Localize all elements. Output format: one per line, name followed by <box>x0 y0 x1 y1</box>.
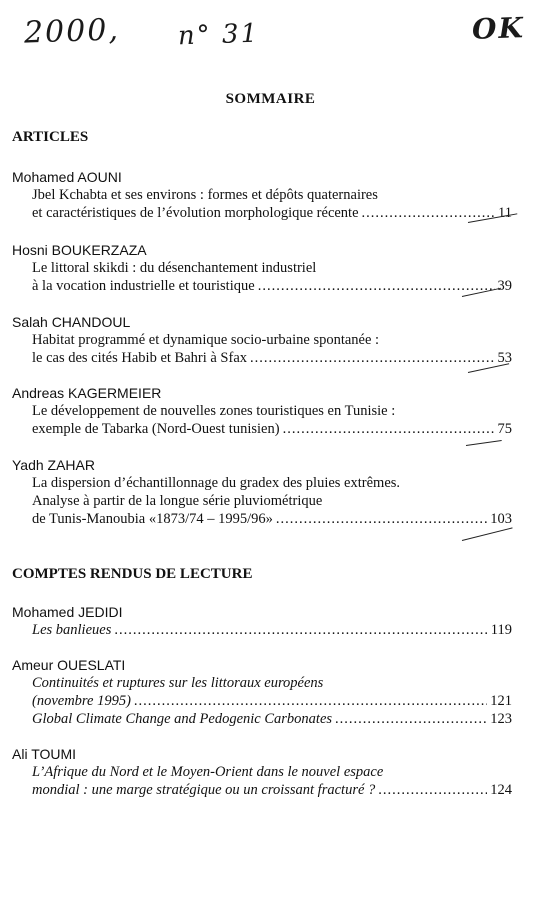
entry-title-row <box>12 277 512 295</box>
entry-title-line: à la vocation industrielle et touristique <box>32 278 255 294</box>
entry-title-line: de Tunis-Manoubia «1873/74 – 1995/96» <box>32 511 273 527</box>
entry-title-line: (novembre 1995) <box>32 693 131 709</box>
leader-dots <box>276 510 487 528</box>
leader-dots <box>258 277 495 295</box>
page-number: 39 <box>497 278 512 294</box>
entry-author: Andreas KAGERMEIER <box>12 385 162 401</box>
leader-dots <box>378 781 487 799</box>
leader-dots <box>335 710 487 728</box>
entry-title-line: Le littoral skikdi : du désenchantement industriel <box>32 260 317 276</box>
entry-title-row <box>12 621 512 639</box>
entry-author: Mohamed JEDIDI <box>12 604 123 620</box>
entry-title-line: La dispersion d’échantillonnage du gradex des pluies extrêmes. <box>32 475 401 491</box>
handwritten-check-mark <box>462 527 513 541</box>
toc-entry <box>12 384 512 438</box>
toc-entry <box>12 745 512 799</box>
entry-title-line: mondial : une marge stratégique ou un croissant fracturé ? <box>32 782 376 798</box>
page-number: 121 <box>490 693 512 709</box>
entry-title-row <box>12 204 512 222</box>
leader-dots <box>362 204 496 222</box>
entry-title-row <box>12 510 512 528</box>
page-number: 103 <box>490 511 512 527</box>
entry-title-line: exemple de Tabarka (Nord-Ouest tunisien) <box>32 421 280 437</box>
entry-author: Yadh ZAHAR <box>12 457 95 473</box>
toc-entry <box>12 603 512 639</box>
handwritten-issue-number: n° 31 <box>177 18 260 52</box>
entry-author: Ali TOUMI <box>12 746 77 762</box>
leader-dots <box>134 692 487 710</box>
entry-author: Ameur OUESLATI <box>12 657 126 673</box>
toc-entry <box>12 656 512 728</box>
toc-entry <box>12 456 512 528</box>
entry-title-line: Analyse à partir de la longue série pluviométrique <box>32 493 323 509</box>
handwritten-ok-mark: OK <box>471 11 526 46</box>
entry-title-line: Le développement de nouvelles zones touristiques en Tunisie : <box>32 403 396 419</box>
page-number: 123 <box>490 711 512 727</box>
entry-title-line: Les banlieues <box>32 622 112 638</box>
page-number: 53 <box>497 350 512 366</box>
entry-author: Salah CHANDOUL <box>12 314 131 330</box>
handwritten-check-mark <box>466 440 502 446</box>
section-heading-comptes-rendus: COMPTES RENDUS DE LECTURE <box>12 566 253 582</box>
section-heading-articles: ARTICLES <box>12 129 89 145</box>
toc-entry <box>12 313 512 367</box>
leader-dots <box>114 621 487 639</box>
page-title: SOMMAIRE <box>225 91 316 107</box>
page-number: 124 <box>490 782 512 798</box>
entry-title-row <box>12 420 512 438</box>
entry-title-row <box>12 692 512 710</box>
leader-dots <box>283 420 495 438</box>
entry-title-line: Continuités et ruptures sur les littoraux européens <box>32 675 324 691</box>
entry-title-line: L’Afrique du Nord et le Moyen-Orient dans le nouvel espace <box>32 764 384 780</box>
entry-title-line: le cas des cités Habib et Bahri à Sfax <box>32 350 248 366</box>
entry-title-line: Jbel Kchabta et ses environs : formes et dépôts quaternaires <box>32 187 378 203</box>
entry-title-line: et caractéristiques de l’évolution morphologique récente <box>32 205 359 221</box>
entry-title-row <box>12 710 512 728</box>
entry-author: Hosni BOUKERZAZA <box>12 242 147 258</box>
toc-entry <box>12 168 512 222</box>
page-number: 119 <box>490 622 512 638</box>
handwritten-year: 2000, <box>23 12 121 51</box>
toc-entry <box>12 241 512 295</box>
page-number: 11 <box>498 205 512 221</box>
entry-title-line: Global Climate Change and Pedogenic Carbonates <box>32 711 333 727</box>
entry-title-row <box>12 349 512 367</box>
entry-title-row <box>12 781 512 799</box>
entry-author: Mohamed AOUNI <box>12 169 122 185</box>
leader-dots <box>250 349 494 367</box>
page-number: 75 <box>497 421 512 437</box>
entry-title-line: Habitat programmé et dynamique socio-urbaine spontanée : <box>32 332 380 348</box>
